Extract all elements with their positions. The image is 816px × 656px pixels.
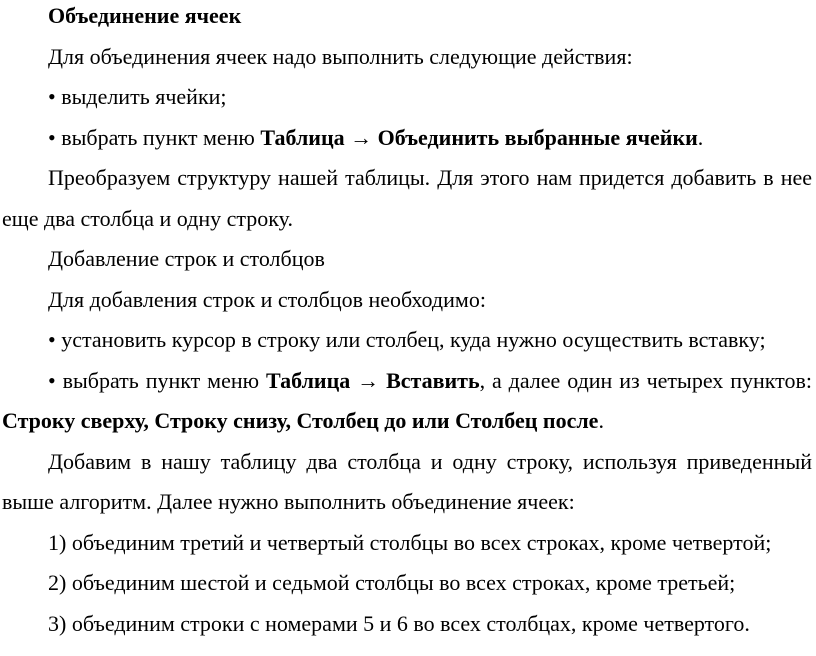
bullet-insert-mid: , а далее один из четырех пунктов: <box>479 367 812 393</box>
step-1: 1) объединим третий и четвертый столбцы во всех строках, кроме четвертой; <box>48 529 772 555</box>
bullet-insert-end: . <box>598 408 604 433</box>
paragraph-add-cols-row: Добавим в нашу таблицу два столбца и одну строку, используя приведенный выше алгоритм. Далее нужно выполнить объединение ячеек: <box>2 448 812 514</box>
bullet-select-cells: • выделить ячейки; <box>48 84 227 109</box>
bullet-set-cursor: • установить курсор в строку или столбец, куда нужно осуществить вставку; <box>48 327 766 352</box>
subheading-add-rows-cols: Добавление строк и столбцов <box>48 246 325 271</box>
bullet-merge-menu <box>2 118 812 159</box>
bullet-insert-menu <box>2 361 812 442</box>
bullet-merge-end: . <box>697 124 704 150</box>
bullet-insert-text: • выбрать пункт меню <box>48 367 266 393</box>
heading: Объединение ячеек <box>48 3 242 28</box>
insert-options: Строку сверху, Строку снизу, Столбец до или Столбец после <box>2 408 599 433</box>
paragraph-transform: Преобразуем структуру нашей таблицы. Для этого нам придется добавить в нее еще два столбца и одну строку. <box>2 165 812 231</box>
paragraph-intro: Для объединения ячеек надо выполнить следующие действия: <box>48 43 633 69</box>
step-3: 3) объединим строки с номерами 5 и 6 во всех столбцах, кроме четвертого. <box>48 610 750 636</box>
menu-path-insert: Таблица → Вставить <box>265 367 480 393</box>
menu-path-merge: Таблица → Объединить выбранные ячейки <box>260 124 698 150</box>
step-2: 2) объединим шестой и седьмой столбцы во всех строках, кроме третьей; <box>48 570 736 595</box>
bullet-merge-text: • выбрать пункт меню <box>48 124 261 150</box>
paragraph-add-intro: Для добавления строк и столбцов необходимо: <box>48 286 486 312</box>
